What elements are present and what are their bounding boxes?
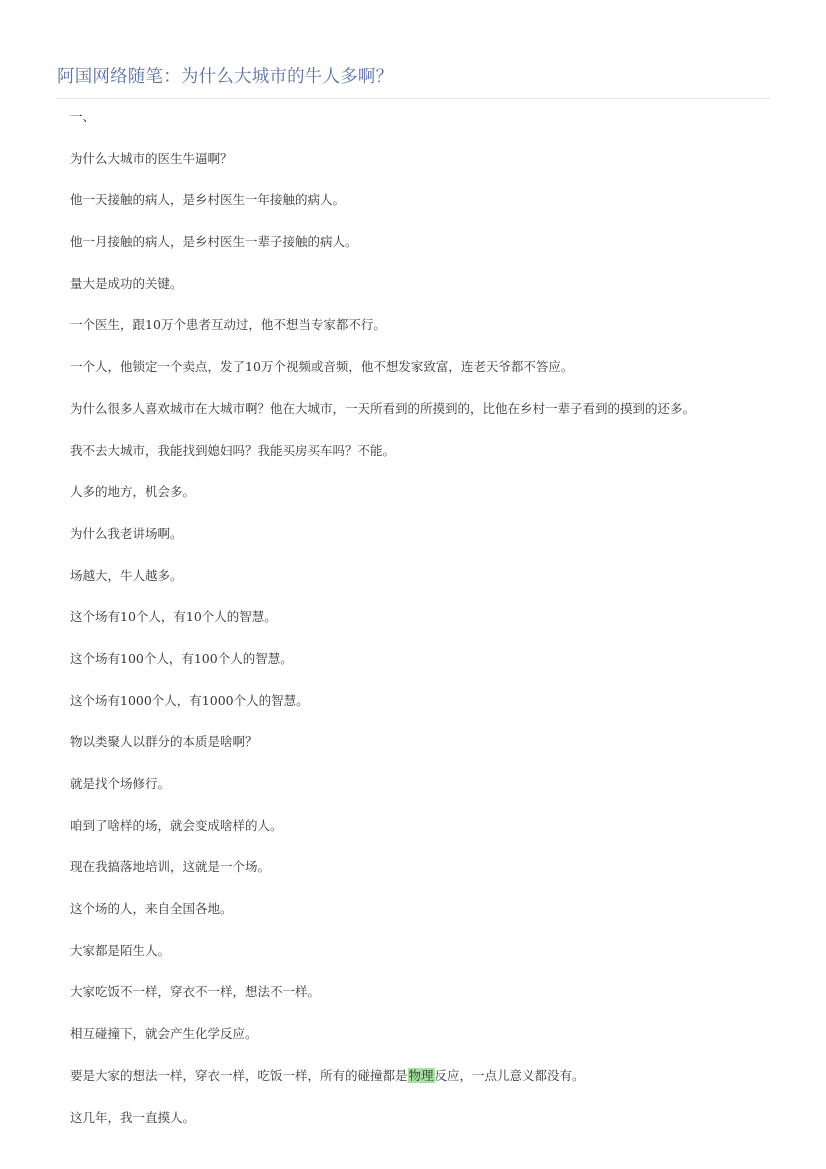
highlighted-text: 物理 [408,1067,434,1083]
paragraph: 为什么很多人喜欢城市在大城市啊？他在大城市，一天所看到的所摸到的，比他在乡村一辈子看到的摸到的还多。 [70,400,696,416]
paragraph-with-highlight [70,1067,790,1109]
paragraph: 量大是成功的关键。 [70,275,183,291]
paragraph: 这个场有100个人，有100个人的智慧。 [70,650,293,666]
paragraph-text-after: 反应，一点儿意义都没有。 [434,1067,585,1083]
paragraph: 这个场有10个人，有10个人的智慧。 [70,609,277,625]
paragraph: 为什么我老讲场啊。 [70,525,183,541]
paragraph: 这个场有1000个人，有1000个人的智慧。 [70,692,309,708]
paragraph: 这几年，我一直摸人。 [70,1109,196,1125]
paragraph: 大家都是陌生人。 [70,942,171,958]
paragraph: 他一天接触的病人，是乡村医生一年接触的病人。 [70,192,346,208]
paragraph-text-before: 要是大家的想法一样，穿衣一样，吃饭一样，所有的碰撞都是 [70,1067,408,1083]
paragraph: 咱到了啥样的场，就会变成啥样的人。 [70,817,283,833]
paragraph: 为什么大城市的医生牛逼啊？ [70,150,233,166]
paragraph: 就是找个场修行。 [70,776,171,791]
paragraph: 人多的地方，机会多。 [70,484,196,500]
paragraph: 这个场的人，来自全国各地。 [70,901,233,917]
article-body [70,108,790,1150]
paragraph: 大家吃饭不一样，穿衣不一样，想法不一样。 [70,984,321,1000]
section-marker: 一、 [70,109,96,124]
paragraph: 他一月接触的病人，是乡村医生一辈子接触的病人。 [70,234,358,250]
paragraph: 场越大，牛人越多。 [70,567,183,583]
paragraph: 我不去大城市，我能找到媳妇吗？我能买房买车吗？不能。 [70,442,396,458]
paragraph: 一个人，他锁定一个卖点，发了10万个视频或音频，他不想发家致富，连老天爷都不答应。 [70,359,574,375]
paragraph: 一个医生，跟10万个患者互动过，他不想当专家都不行。 [70,317,386,333]
paragraph: 相互碰撞下，就会产生化学反应。 [70,1026,258,1042]
paragraph: 物以类聚人以群分的本质是啥啊？ [70,734,258,750]
paragraph: 现在我搞落地培训，这就是一个场。 [70,859,271,875]
article-title: 阿国网络随笔：为什么大城市的牛人多啊？ [57,67,394,87]
title-divider [57,98,770,99]
